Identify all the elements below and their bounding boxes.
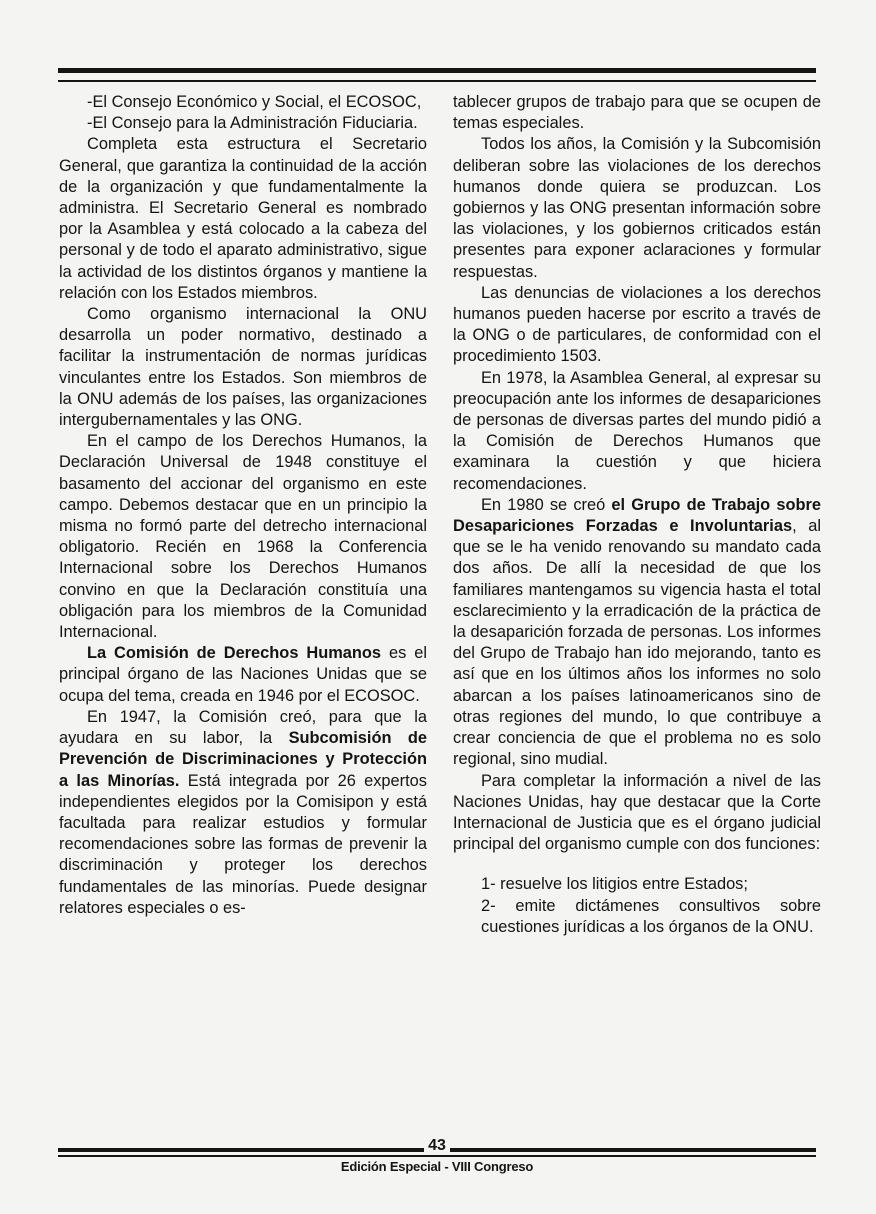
paragraph-organismo: Como organismo internacional la ONU desarrolla un poder normativo, destinado a facilitar la instrumentación de normas jurídicas vinculantes entre los Estados. Son miembros de la ONU además de los países, las organizaciones intergubernamentales y las ONG. bbox=[59, 305, 427, 430]
comision-bold: La Comisión de Derechos Humanos bbox=[87, 644, 382, 663]
header-rule bbox=[58, 68, 816, 82]
grupo-text: , al que se le ha venido renovando su mandato cada dos años. De allí la necesidad de que los familiares mantengamos su vigencia hasta el total esclarecimiento y la erradicación de la práctica de la desaparición forzada de personas. Los informes del Grupo de Trabajo han ido mejorando, tanto es así que en los últimos años los informes no solo abarcan a los países latinoamericanos sino de otras regiones del mundo, lo que contribuye a crear conciencia de que el problema no es solo regional, sino mudial. bbox=[453, 517, 821, 769]
paragraph-1978: En 1978, la Asamblea General, al expresar su preocupación ante los informes de desapariciones de personas de diversas partes del mundo pidió a la Comisión de Derechos Humanos que examinara la cuestión y que hiciera recomendaciones. bbox=[453, 368, 821, 493]
paragraph-denuncias: Las denuncias de violaciones a los derechos humanos pueden hacerse por escrito a través de la ONG o de particulares, de conformidad con el procedimiento 1503. bbox=[453, 283, 821, 366]
subcomision-pre: En 1947, la Comisión creó, para que la ayudara en su labor, la bbox=[59, 707, 427, 748]
ecosoc-text: -El Consejo Económico y Social, el ECOSOC, bbox=[87, 93, 422, 111]
right-column bbox=[453, 92, 821, 938]
list-item-funcion-2: 2- emite dictámenes consultivos sobre cuestiones jurídicas a los órganos de la ONU. bbox=[481, 896, 821, 936]
grupo-bold: el Grupo de Trabajo sobre Desapariciones Forzadas e Involuntarias bbox=[453, 495, 821, 536]
edition-label: Edición Especial - VIII Congreso bbox=[340, 1159, 534, 1174]
footer bbox=[58, 1137, 816, 1180]
paragraph-continued: tablecer grupos de trabajo para que se ocupen de temas especiales. bbox=[453, 93, 821, 133]
grupo-pre: En 1980 se creó bbox=[481, 495, 612, 514]
paragraph-subcomision bbox=[59, 707, 427, 919]
left-column bbox=[59, 92, 427, 919]
list-item-ecosoc bbox=[59, 92, 427, 113]
subcomision-text: Está integrada por 26 expertos independientes elegidos por la Comisipon y está facultada para realizar estudios y formular recomendaciones sobre las formas de prevenir la discriminación y proteger los derechos fundamentales de las minorías. Puede designar relatores especiales o es- bbox=[59, 771, 427, 917]
paragraph-grupo-trabajo bbox=[453, 495, 821, 771]
paragraph-comision bbox=[59, 643, 427, 707]
fiduciaria-text: -El Consejo para la Administración Fiduciaria. bbox=[87, 114, 418, 133]
paragraph-corte: Para completar la información a nivel de las Naciones Unidas, hay que destacar que la Corte Internacional de Justicia que es el órgano judicial principal del organismo cumple con dos funciones: bbox=[453, 771, 821, 854]
comision-text: es el principal órgano de las Naciones Unidas que se ocupa del tema, creada en 1946 por el ECOSOC. bbox=[59, 644, 427, 705]
page-number: 43 bbox=[424, 1137, 450, 1155]
paragraph-derechos-humanos: En el campo de los Derechos Humanos, la Declaración Universal de 1948 constituye el basamento del accionar del organismo en este campo. Debemos destacar que en un principio la misma no formó parte del detrecho internacional obligatorio. Recién en 1968 la Conferencia Internacional sobre los Derechos Humanos convino en que la Declaración constituía una obligación para los miembros de la Comunidad Internacional. bbox=[59, 432, 427, 642]
subcomision-bold: Subcomisión de Prevención de Discriminaciones y Protección a las Minorías. bbox=[59, 729, 427, 790]
paragraph-secretario: Completa esta estructura el Secretario General, que garantiza la continuidad de la acción de la organización y que fundamentalmente la administra. El Secretario General es nombrado por la Asamblea y está colocado a la cabeza del personal y de todo el aparato administrativo, sigue la actividad de los distintos órganos y mantiene la relación con los Estados miembros. bbox=[59, 135, 427, 302]
paragraph-deliberan: Todos los años, la Comisión y la Subcomisión deliberan sobre las violaciones de los derechos humanos donde quiera se produzcan. Los gobiernos y las ONG presentan información sobre las violaciones, y los gobiernos criticados están presentes para exponer aclaraciones y formular respuestas. bbox=[453, 135, 821, 281]
footer-rule-thin bbox=[58, 1155, 816, 1157]
list-item-funcion-1: 1- resuelve los litigios entre Estados; bbox=[481, 875, 748, 894]
list-item-fiduciaria bbox=[59, 113, 427, 134]
